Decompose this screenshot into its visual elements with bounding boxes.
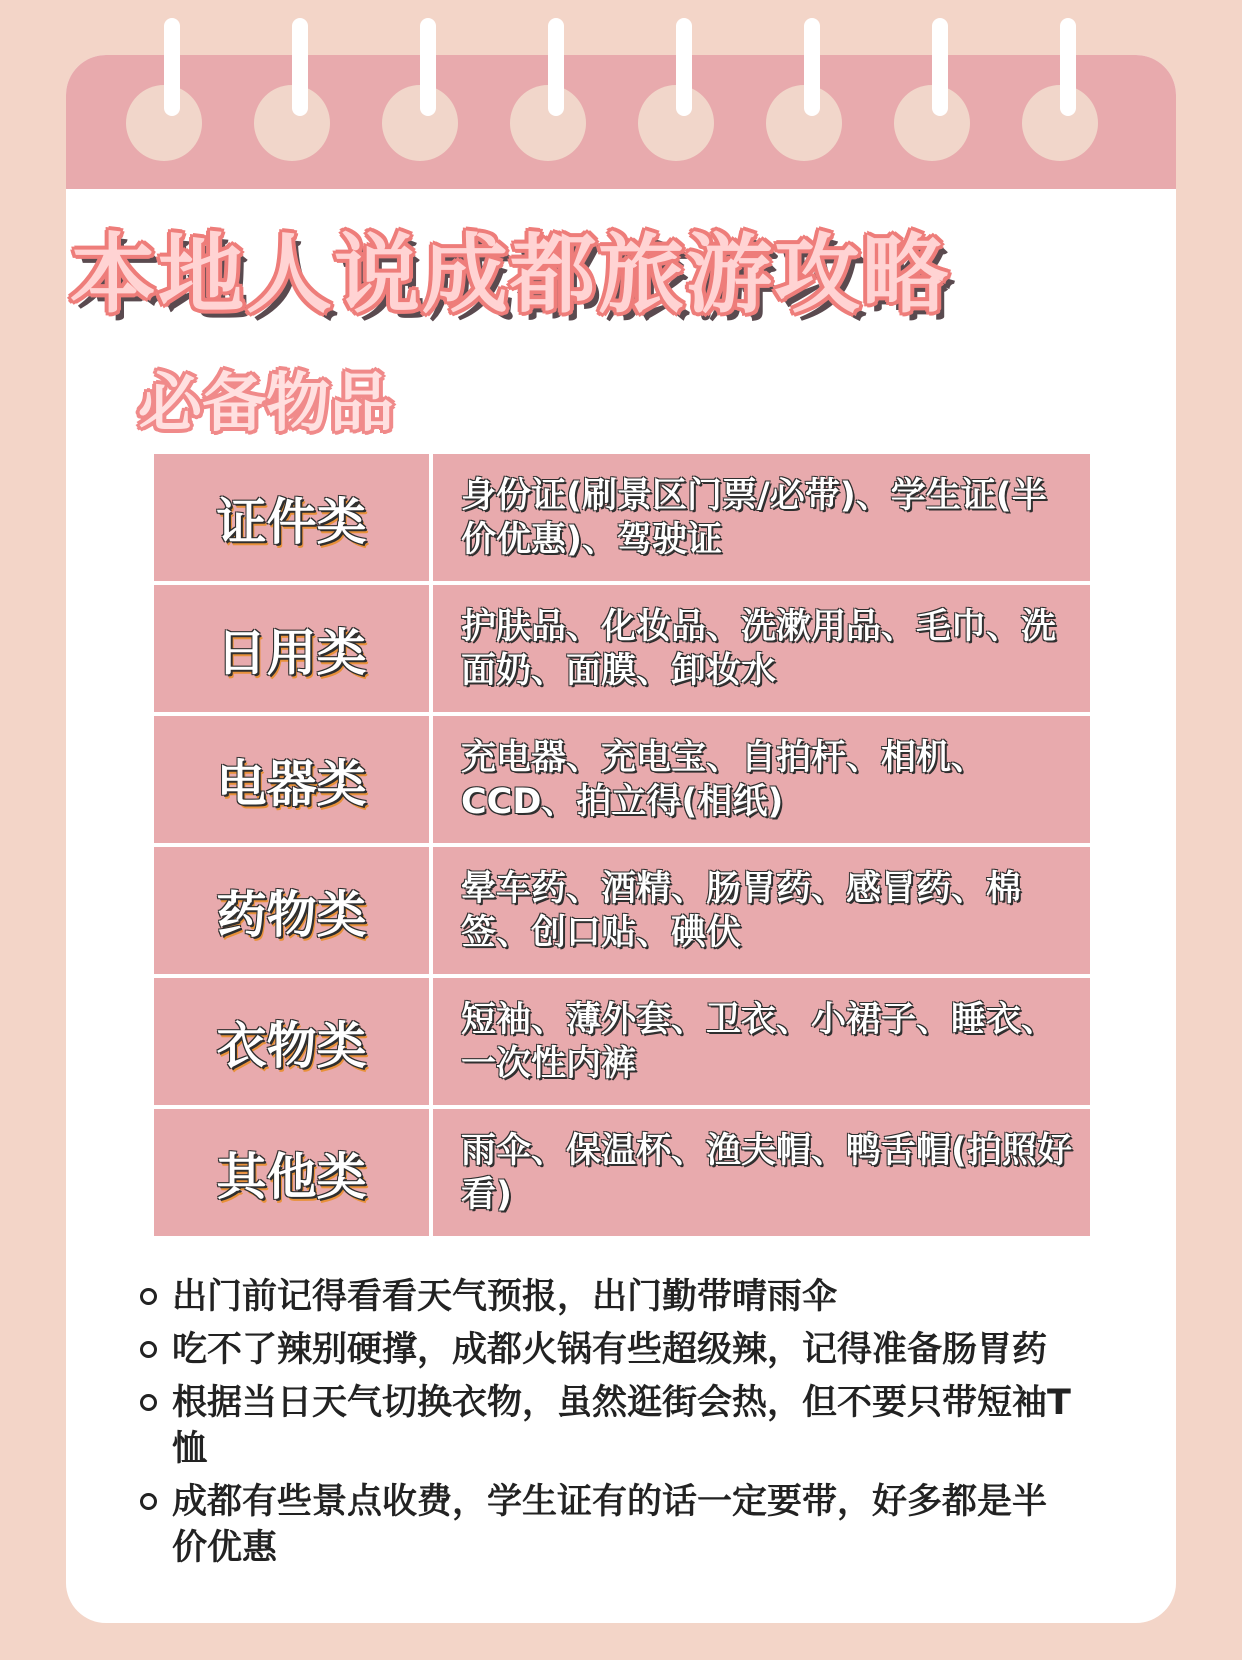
category-cell: 其他类 xyxy=(154,1109,429,1236)
packing-table xyxy=(154,454,1090,1240)
table-row xyxy=(154,847,1090,974)
tip-text: 根据当日天气切换衣物，虽然逛街会热，但不要只带短袖T恤 xyxy=(172,1383,1071,1469)
bullet-circle-icon xyxy=(140,1341,157,1358)
tip-text: 吃不了辣别硬撑，成都火锅有些超级辣，记得准备肠胃药 xyxy=(172,1330,1048,1370)
items-cell: 雨伞、保温杯、渔夫帽、鸭舌帽(拍照好看) xyxy=(433,1109,1090,1236)
binding-hook xyxy=(420,18,436,116)
binding-hook xyxy=(932,18,948,116)
table-row xyxy=(154,978,1090,1105)
bullet-circle-icon xyxy=(140,1493,157,1510)
binding-hook xyxy=(804,18,820,116)
items-cell: 短袖、薄外套、卫衣、小裙子、睡衣、一次性内裤 xyxy=(433,978,1090,1105)
binding-hook xyxy=(548,18,564,116)
table-row xyxy=(154,716,1090,843)
binding-hook xyxy=(1060,18,1076,116)
section-title: 必备物品 xyxy=(138,367,394,441)
tip-item xyxy=(140,1327,1080,1373)
category-cell: 日用类 xyxy=(154,585,429,712)
table-row xyxy=(154,454,1090,581)
tips-list xyxy=(140,1274,1080,1578)
binding-hook xyxy=(164,18,180,116)
items-cell: 充电器、充电宝、自拍杆、相机、CCD、拍立得(相纸) xyxy=(433,716,1090,843)
category-cell: 电器类 xyxy=(154,716,429,843)
tip-item xyxy=(140,1274,1080,1320)
bullet-circle-icon xyxy=(140,1394,157,1411)
page-title: 本地人说成都旅游攻略 xyxy=(70,225,950,325)
items-cell: 护肤品、化妆品、洗漱用品、毛巾、洗面奶、面膜、卸妆水 xyxy=(433,585,1090,712)
binding-hook xyxy=(292,18,308,116)
tip-item xyxy=(140,1479,1080,1571)
tip-text: 出门前记得看看天气预报，出门勤带晴雨伞 xyxy=(172,1277,838,1317)
table-row xyxy=(154,1109,1090,1236)
tip-text: 成都有些景点收费，学生证有的话一定要带，好多都是半价优惠 xyxy=(172,1482,1048,1568)
table-row xyxy=(154,585,1090,712)
items-cell: 身份证(刷景区门票/必带)、学生证(半价优惠)、驾驶证 xyxy=(433,454,1090,581)
tip-item xyxy=(140,1380,1080,1472)
bullet-circle-icon xyxy=(140,1288,157,1305)
category-cell: 衣物类 xyxy=(154,978,429,1105)
category-cell: 证件类 xyxy=(154,454,429,581)
items-cell: 晕车药、酒精、肠胃药、感冒药、棉签、创口贴、碘伏 xyxy=(433,847,1090,974)
category-cell: 药物类 xyxy=(154,847,429,974)
binding-hook xyxy=(676,18,692,116)
calendar-binding-strip xyxy=(66,55,1176,189)
